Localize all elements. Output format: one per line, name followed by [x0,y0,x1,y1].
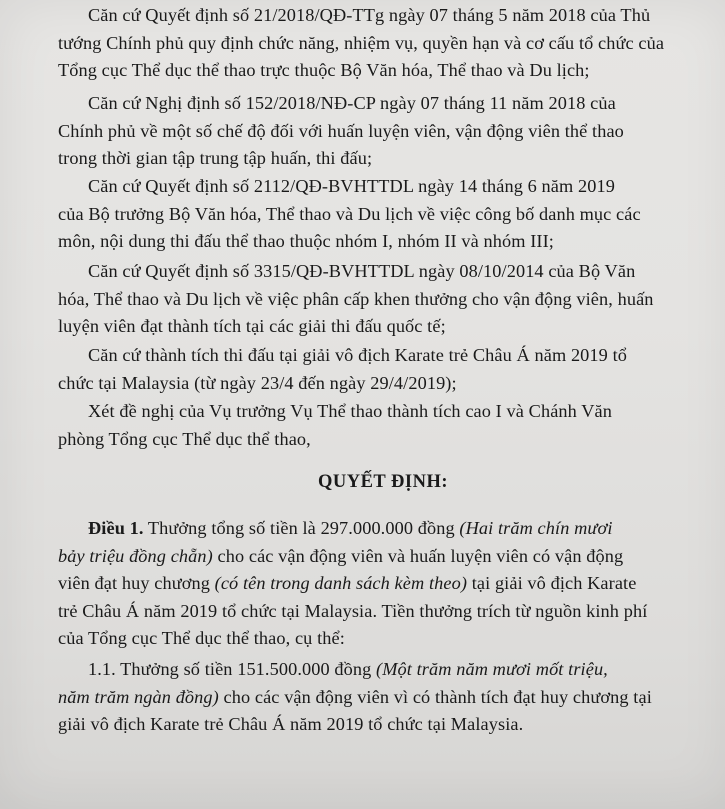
item-italic-text: năm trăm ngàn đồng) [58,686,219,707]
text-line [58,656,652,684]
text-line: Tổng cục Thể dục thể thao trực thuộc Bộ Văn hóa, Thể thao và Du lịch; [58,60,590,80]
legal-basis-paragraph-2 [58,90,624,173]
legal-basis-paragraph-5 [58,342,627,397]
item-italic-text: (Một trăm năm mươi mốt triệu, [376,659,608,679]
text-line: Xét đề nghị của Vụ trưởng Vụ Thể thao thành tích cao I và Chánh Văn [88,401,612,421]
article-1 [58,515,647,653]
text-line [58,543,647,571]
text-line: Căn cứ Quyết định số 2112/QĐ-BVHTTDL ngày 14 tháng 6 năm 2019 [88,176,615,196]
text-line: trẻ Châu Á năm 2019 tổ chức tại Malaysia. Tiền thưởng trích từ nguồn kinh phí [58,600,648,621]
text-line: Căn cứ Quyết định số 3315/QĐ-BVHTTDL ngày 08/10/2014 của Bộ Văn [88,261,636,281]
legal-basis-paragraph-1 [58,2,664,85]
article-italic-text: (Hai trăm chín mươi [459,518,613,538]
text-line [58,684,652,712]
article-1-item-1-1 [58,656,652,739]
decision-heading: QUYẾT ĐỊNH: [317,472,449,492]
text-line: hóa, Thể thao và Du lịch về việc phân cấp khen thưởng cho vận động viên, huấn [58,288,654,309]
item-text: cho các vận động viên vì có thành tích đạt huy chương tại [218,686,652,707]
article-text: cho các vận động viên và huấn luyện viên có vận động [212,545,624,566]
text-line: Căn cứ Nghị định số 152/2018/NĐ-CP ngày 07 tháng 11 năm 2018 của [88,93,616,113]
article-label: Điều 1. [88,518,144,538]
legal-basis-paragraph-3 [58,173,641,256]
text-line: của Tổng cục Thể dục thể thao, cụ thể: [58,628,345,648]
text-line: giải vô địch Karate trẻ Châu Á năm 2019 tổ chức tại Malaysia. [58,714,524,734]
text-line: chức tại Malaysia (từ ngày 23/4 đến ngày 29/4/2019); [58,372,457,393]
legal-basis-paragraph-4 [58,258,654,341]
text-line: trong thời gian tập trung tập huấn, thi đấu; [58,148,373,168]
text-line: Chính phủ về một số chế độ đối với huấn luyện viên, vận động viên thể thao [58,120,624,141]
text-line [58,515,647,543]
text-line: môn, nội dung thi đấu thể thao thuộc nhóm I, nhóm II và nhóm III; [58,231,554,251]
text-line: Căn cứ Quyết định số 21/2018/QĐ-TTg ngày 07 tháng 5 năm 2018 của Thủ [88,5,651,25]
item-text: 1.1. Thưởng số tiền 151.500.000 đồng [88,659,377,679]
article-italic-text: (có tên trong danh sách kèm theo) [214,573,468,593]
article-text: Thưởng tổng số tiền là 297.000.000 đồng [143,518,460,538]
proposal-paragraph [58,398,612,453]
text-line: tướng Chính phủ quy định chức năng, nhiệm vụ, quyền hạn và cơ cấu tổ chức của [58,32,665,53]
article-text: viên đạt huy chương [58,573,215,593]
article-text: tại giải vô địch Karate [467,573,637,593]
text-line: phòng Tổng cục Thể dục thể thao, [58,428,311,449]
text-line [58,570,647,598]
text-line: Căn cứ thành tích thi đấu tại giải vô địch Karate trẻ Châu Á năm 2019 tổ [88,345,627,365]
text-line: của Bộ trưởng Bộ Văn hóa, Thể thao và Du lịch về việc công bố danh mục các [58,203,641,224]
text-line: luyện viên đạt thành tích tại các giải thi đấu quốc tế; [58,316,446,336]
article-italic-text: bảy triệu đồng chẵn) [58,545,213,566]
